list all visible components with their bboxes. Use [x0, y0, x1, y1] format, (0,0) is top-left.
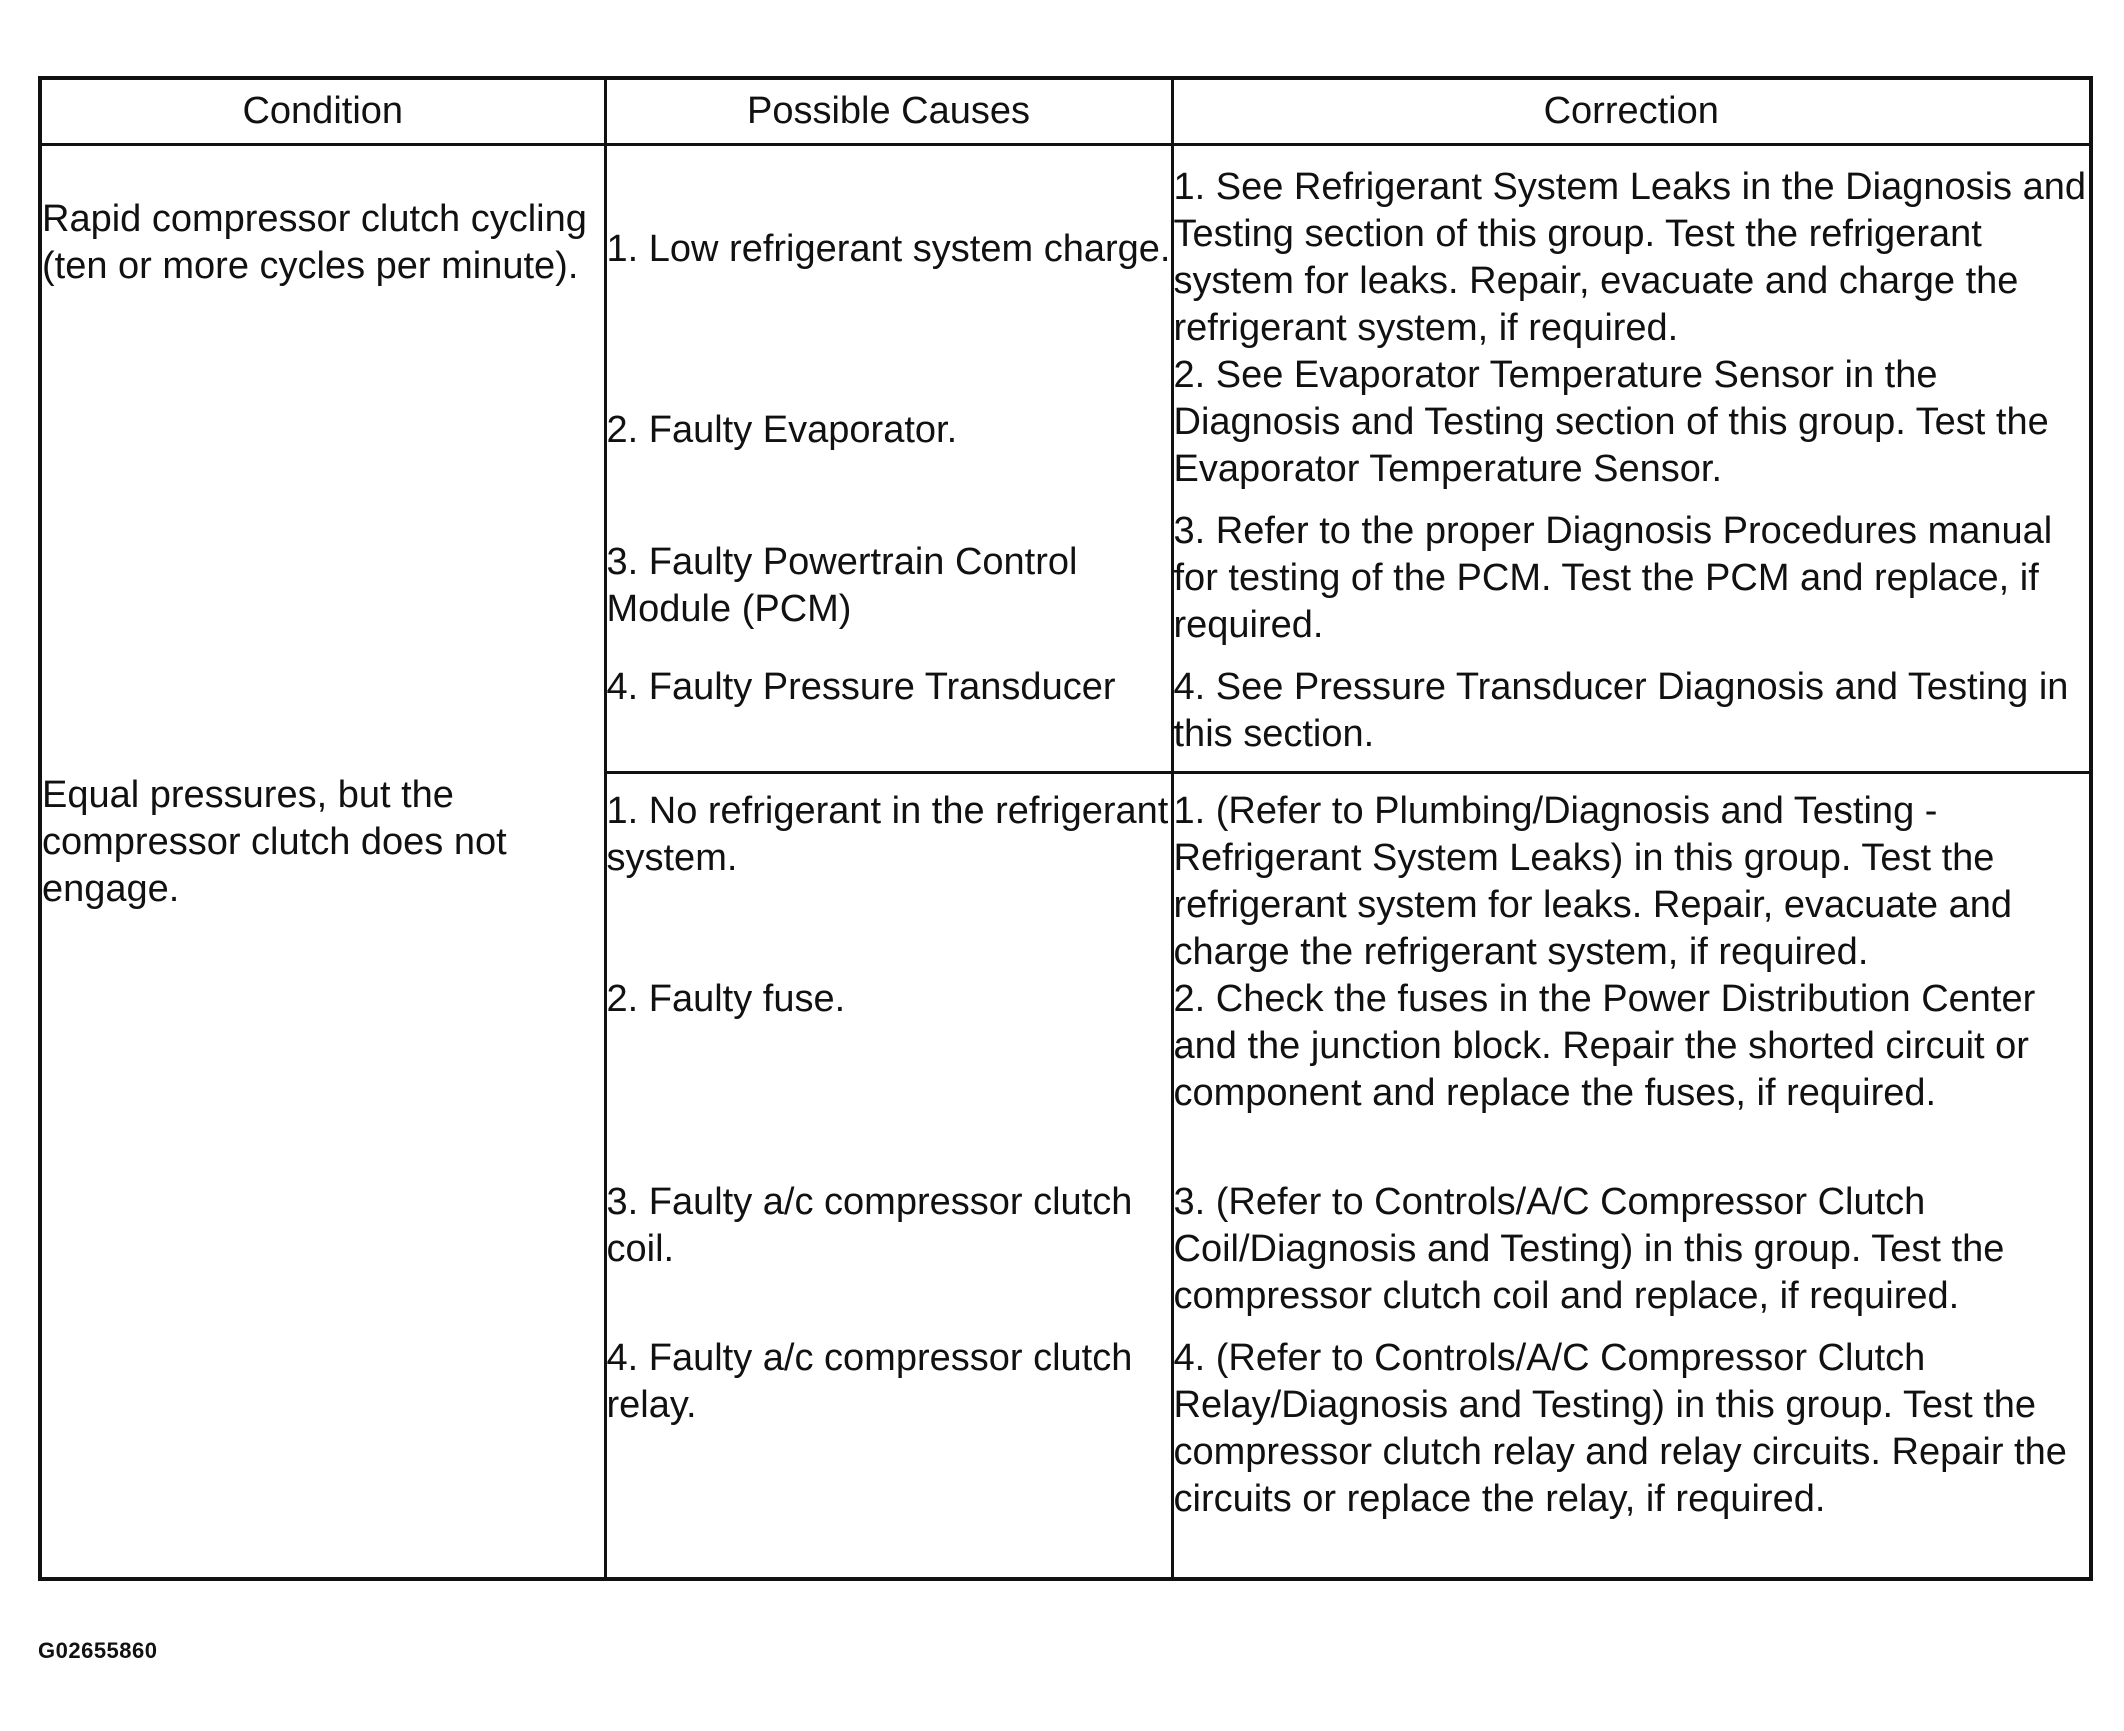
correction-cell: 4. See Pressure Transducer Diagnosis and Testing in this section. [1172, 664, 2091, 772]
condition-cell: Rapid compressor clutch cycling (ten or more cycles per minute). [40, 145, 605, 773]
header-condition: Condition [40, 78, 605, 145]
figure-id: G02655860 [38, 1638, 158, 1663]
correction-cell: 4. (Refer to Controls/A/C Compressor Clutch Relay/Diagnosis and Testing) in this group. Test the compressor clutch relay and relay circuits. Repair the circuits or replace the relay, if required. [1172, 1335, 2091, 1579]
table-row [40, 772, 2091, 976]
table-row [40, 145, 2091, 353]
cause-cell: 2. Faulty Evaporator. [605, 352, 1172, 508]
diagnosis-sheet [38, 76, 2089, 1581]
correction-cell: 3. (Refer to Controls/A/C Compressor Clutch Coil/Diagnosis and Testing) in this group. Test the compressor clutch coil and replace, if required. [1172, 1179, 2091, 1335]
diagnosis-table [38, 76, 2093, 1581]
condition-cell: Equal pressures, but the compressor clutch does not engage. [40, 772, 605, 1579]
cause-cell: 4. Faulty Pressure Transducer [605, 664, 1172, 772]
cause-cell: 3. Faulty Powertrain Control Module (PCM) [605, 508, 1172, 664]
header-possible-causes: Possible Causes [605, 78, 1172, 145]
header-correction: Correction [1172, 78, 2091, 145]
correction-cell: 3. Refer to the proper Diagnosis Procedures manual for testing of the PCM. Test the PCM and replace, if required. [1172, 508, 2091, 664]
correction-cell: 2. Check the fuses in the Power Distribution Center and the junction block. Repair the shorted circuit or component and replace the fuses, if required. [1172, 976, 2091, 1179]
cause-cell: 4. Faulty a/c compressor clutch relay. [605, 1335, 1172, 1579]
cause-cell: 1. Low refrigerant system charge. [605, 145, 1172, 353]
cause-cell: 2. Faulty fuse. [605, 976, 1172, 1179]
correction-cell: 2. See Evaporator Temperature Sensor in the Diagnosis and Testing section of this group. Test the Evaporator Temperature Sensor. [1172, 352, 2091, 508]
correction-cell: 1. See Refrigerant System Leaks in the Diagnosis and Testing section of this group. Test the refrigerant system for leaks. Repair, evacuate and charge the refrigerant system, if required. [1172, 145, 2091, 353]
cause-cell: 3. Faulty a/c compressor clutch coil. [605, 1179, 1172, 1335]
cause-cell: 1. No refrigerant in the refrigerant system. [605, 772, 1172, 976]
correction-cell: 1. (Refer to Plumbing/Diagnosis and Testing - Refrigerant System Leaks) in this group. Test the refrigerant system for leaks. Repair, evacuate and charge the refrigerant system, if required. [1172, 772, 2091, 976]
header-row [40, 78, 2091, 145]
